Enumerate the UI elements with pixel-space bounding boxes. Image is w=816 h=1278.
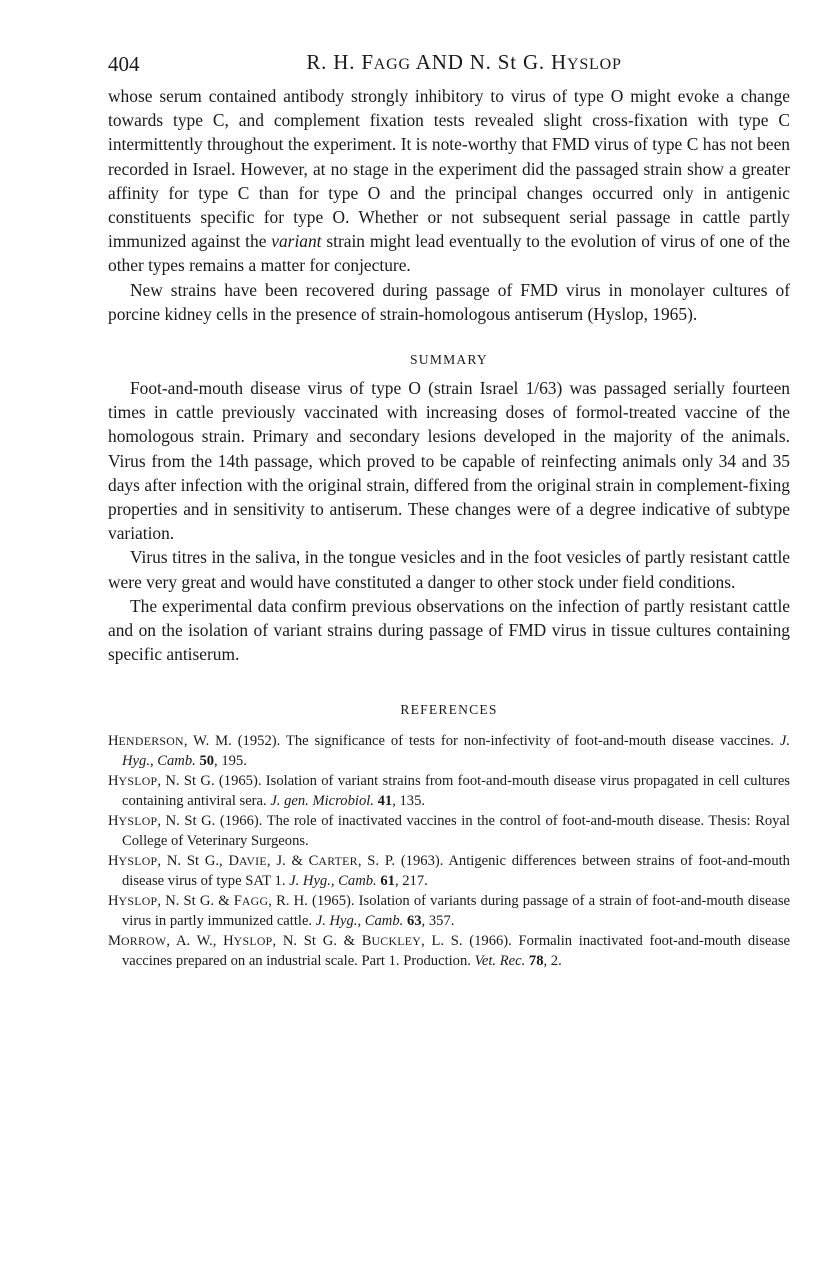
summary-paragraph: Foot-and-mouth disease virus of type O (strain Israel 1/63) was passaged serially fourteen times in cattle previously vaccinated with increasing doses of formol-treated vaccine of the homologous strain. Primary and secondary lesions developed in the majority of the animals. Virus from the 14th passage, which proved to be capable of reinfecting animals only 34 and 35 days after infection with the original strain, differed from the original strain in complement-fixing properties and in sensitivity to antiserum. These changes were of a degree indicative of subtype variation. xyxy=(108,378,790,544)
summary-paragraph: Virus titres in the saliva, in the tongue vesicles and in the foot vesicles of partly resistant cattle were very great and would have constituted a danger to other stock under field conditions. xyxy=(108,547,790,592)
reference-item: HYSLOP, N. St G. (1965). Isolation of variant strains from foot-and-mouth disease virus propagated in cell cultures containing antiviral sera. J. gen. Microbiol. 41, 135. xyxy=(108,773,790,809)
reference-item: HYSLOP, N. St G. (1966). The role of inactivated vaccines in the control of foot-and-mouth disease. Thesis: Royal College of Veterinary Surgeons. xyxy=(108,813,790,849)
reference-item: HYSLOP, N. St G., DAVIE, J. & CARTER, S. P. (1963). Antigenic differences between strains of foot-and-mouth disease virus of type SAT 1. J. Hyg., Camb. 61, 217. xyxy=(108,853,790,889)
reference-item: HENDERSON, W. M. (1952). The significance of tests for non-infectivity of foot-and-mouth disease vaccines. J. Hyg., Camb. 50, 195. xyxy=(108,733,790,769)
page xyxy=(108,50,790,971)
summary-heading: SUMMARY xyxy=(410,352,488,368)
running-head-authors: R. H. FAGG AND N. St G. HYSLOP xyxy=(306,50,622,74)
reference-item: HYSLOP, N. St G. & FAGG, R. H. (1965). Isolation of variants during passage of a strain of foot-and-mouth disease virus in partly immunized cattle. J. Hyg., Camb. 63, 357. xyxy=(108,893,791,929)
page-number: 404 xyxy=(108,52,140,76)
reference-item: MORROW, A. W., HYSLOP, N. St G. & BUCKLEY, L. S. (1966). Formalin inactivated foot-and-mouth disease vaccines prepared on an industrial scale. Part 1. Production. Vet. Rec. 78, 2. xyxy=(108,933,790,969)
running-header xyxy=(108,50,790,84)
summary-paragraph: The experimental data confirm previous observations on the infection of partly resistant cattle and on the isolation of variant strains during passage of FMD virus in tissue cultures containing specific antiserum. xyxy=(108,595,790,665)
body-paragraph: New strains have been recovered during passage of FMD virus in monolayer cultures of porcine kidney cells in the presence of strain-homologous antiserum (Hyslop, 1965). xyxy=(108,279,790,324)
references-heading: REFERENCES xyxy=(400,702,498,718)
body-paragraph: whose serum contained antibody strongly inhibitory to virus of type O might evoke a change towards type C, and complement fixation tests revealed slight cross-fixation with type C intermittently throughout the experiment. It is note-worthy that FMD virus of type C has not been recorded in Israel. However, at no stage in the experiment did the passaged strain show a greater affinity for type C than for type O and the principal changes occurred only in antigenic constituents specific for type O. Whether or not subsequent serial passage in cattle partly immunized against the variant strain might lead eventually to the evolution of virus of one of the other types remains a matter for conjecture. xyxy=(108,86,790,276)
